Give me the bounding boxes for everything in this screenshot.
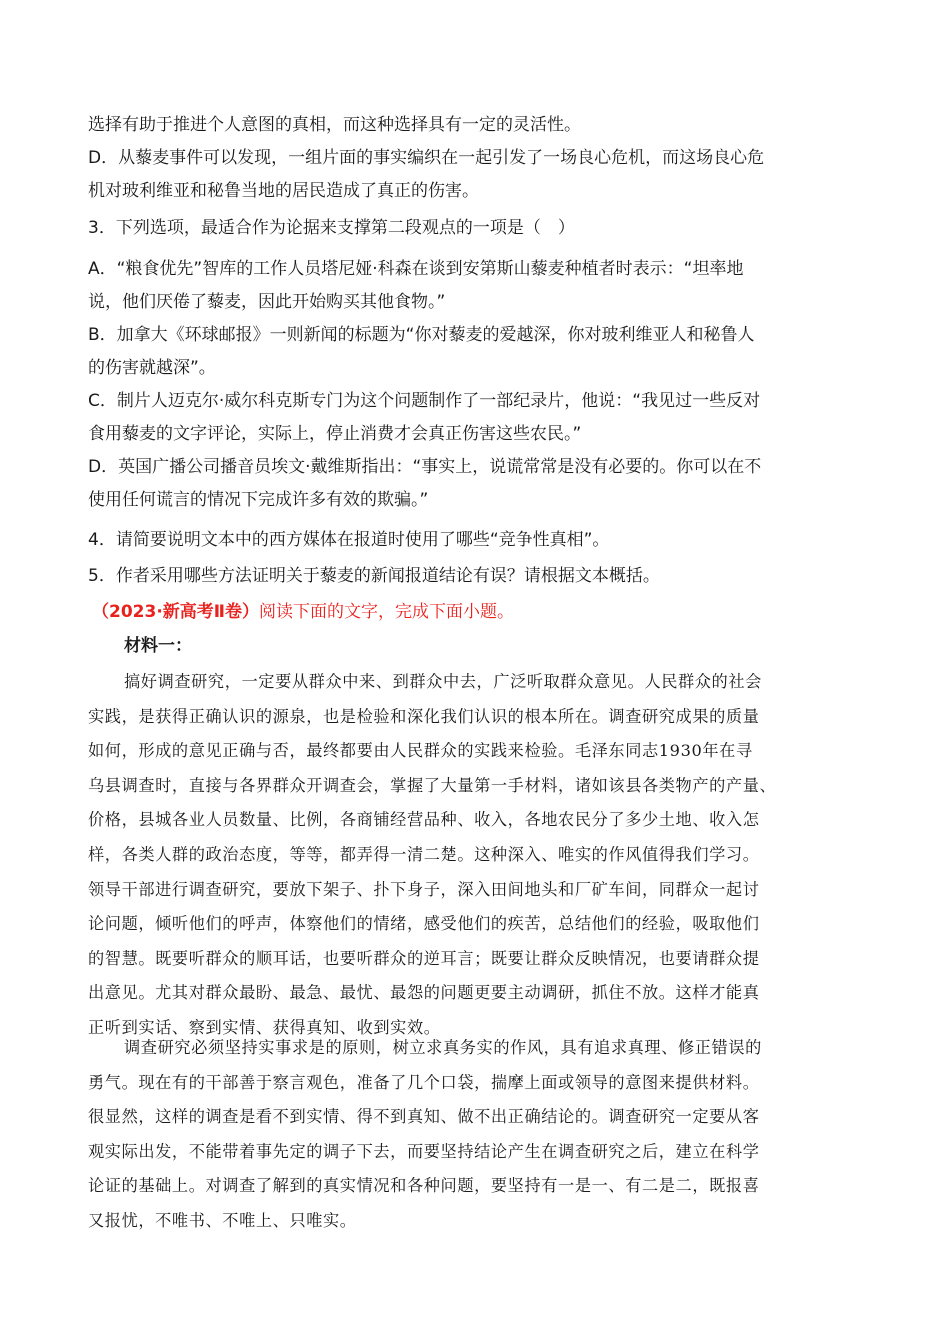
material-paragraph-2 bbox=[88, 1031, 864, 1239]
option-a-line-2: 说，他们厌倦了藜麦，因此开始购买其他食物。” bbox=[88, 292, 446, 312]
paragraph-line: 又报忧，不唯书、不唯上、只唯实。 bbox=[88, 1210, 357, 1230]
question-3-options bbox=[88, 253, 864, 517]
question-3-stem bbox=[88, 212, 864, 245]
section-header bbox=[92, 596, 868, 629]
paragraph-line: 样，各类人群的政治态度，等等，都弄得一清二楚。这种深入、唯实的作风值得我们学习。 bbox=[88, 844, 760, 864]
option-d-line-2: 机对玻利维亚和秘鲁当地的居民造成了真正的伤害。 bbox=[88, 181, 479, 201]
paragraph-line: 领导干部进行调查研究，要放下架子、扑下身子，深入田间地头和厂矿车间，同群众一起讨 bbox=[88, 879, 760, 899]
material-paragraph-1 bbox=[88, 665, 864, 1046]
option-b-line-1: B．加拿大《环球邮报》一则新闻的标题为“你对藜麦的爱越深，你对玻利维亚人和秘鲁人 bbox=[88, 325, 755, 345]
material-label-row bbox=[88, 630, 864, 663]
paragraph-line: 论证的基础上。对调查了解到的真实情况和各种问题，要坚持有一是一、有二是二，既报喜 bbox=[88, 1176, 760, 1196]
question-4 bbox=[88, 524, 864, 557]
reading-instruction: 阅读下面的文字，完成下面小题。 bbox=[258, 602, 514, 622]
paragraph-line: 搞好调查研究，一定要从群众中来、到群众中去，广泛听取群众意见。人民群众的社会 bbox=[124, 672, 762, 691]
exam-source: （2023·新高考Ⅱ卷） bbox=[92, 602, 259, 622]
paragraph-line: 调查研究必须坚持实事求是的原则，树立求真务实的作风，具有追求真理、修正错误的 bbox=[124, 1038, 762, 1057]
option-d-line-1: D．英国广播公司播音员埃文·戴维斯指出：“事实上，说谎常常是没有必要的。你可以在不 bbox=[88, 457, 762, 477]
question-5 bbox=[88, 560, 864, 593]
option-c-continuation: 选择有助于推进个人意图的真相，而这种选择具有一定的灵活性。 bbox=[88, 115, 581, 135]
option-d-line-1: D．从藜麦事件可以发现，一组片面的事实编织在一起引发了一场良心危机，而这场良心危 bbox=[88, 148, 765, 168]
option-c-line-1: C．制片人迈克尔·威尔科克斯专门为这个问题制作了一部纪录片，他说：“我见过一些反对 bbox=[88, 391, 761, 411]
option-b-line-2: 的伤害就越深”。 bbox=[88, 358, 216, 378]
paragraph-line: 正听到实话、察到实情、获得真知、收到实效。 bbox=[88, 1017, 441, 1037]
paragraph-line: 的智慧。既要听群众的顺耳话，也要听群众的逆耳言；既要让群众反映情况，也要请群众提 bbox=[88, 948, 760, 968]
option-c-line-2: 食用藜麦的文字评论，实际上，停止消费才会真正伤害这些农民。” bbox=[88, 424, 582, 444]
paragraph-line: 观实际出发，不能带着事先定的调子下去，而要坚持结论产生在调查研究之后，建立在科学 bbox=[88, 1141, 760, 1161]
question-3-text: 3．下列选项，最适合作为论据来支撑第二段观点的一项是（ ） bbox=[88, 218, 575, 238]
question-4-text: 4．请简要说明文本中的西方媒体在报道时使用了哪些“竞争性真相”。 bbox=[88, 530, 610, 550]
question-5-text: 5．作者采用哪些方法证明关于藜麦的新闻报道结论有误？请根据文本概括。 bbox=[88, 566, 660, 586]
paragraph-line: 实践，是获得正确认识的源泉，也是检验和深化我们认识的根本所在。调查研究成果的质量 bbox=[88, 706, 760, 726]
paragraph-line: 论问题，倾听他们的呼声，体察他们的情绪，感受他们的疾苦，总结他们的经验，吸取他们 bbox=[88, 914, 760, 934]
paragraph-line: 如何，形成的意见正确与否，最终都要由人民群众的实践来检验。毛泽东同志1930年在寻 bbox=[88, 741, 753, 761]
option-a-line-1: A．“粮食优先”智库的工作人员塔尼娅·科森在谈到安第斯山藜麦种植者时表示：“坦率地 bbox=[88, 259, 744, 279]
previous-options bbox=[88, 109, 864, 208]
material-label: 材料一： bbox=[124, 636, 192, 656]
paragraph-line: 很显然，这样的调查是看不到实情、得不到真知、做不出正确结论的。调查研究一定要从客 bbox=[88, 1107, 760, 1127]
option-d-line-2: 使用任何谎言的情况下完成许多有效的欺骗。” bbox=[88, 490, 429, 510]
paragraph-line: 勇气。现在有的干部善于察言观色，准备了几个口袋，揣摩上面或领导的意图来提供材料。 bbox=[88, 1072, 760, 1092]
paragraph-line: 乌县调查时，直接与各界群众开调查会，掌握了大量第一手材料，诸如该县各类物产的产量、 bbox=[88, 775, 777, 795]
paragraph-line: 出意见。尤其对群众最盼、最急、最忧、最怨的问题更要主动调研，抓住不放。这样才能真 bbox=[88, 983, 760, 1003]
paragraph-line: 价格，县城各业人员数量、比例，各商铺经营品种、收入，各地农民分了多少土地、收入怎 bbox=[88, 810, 760, 830]
